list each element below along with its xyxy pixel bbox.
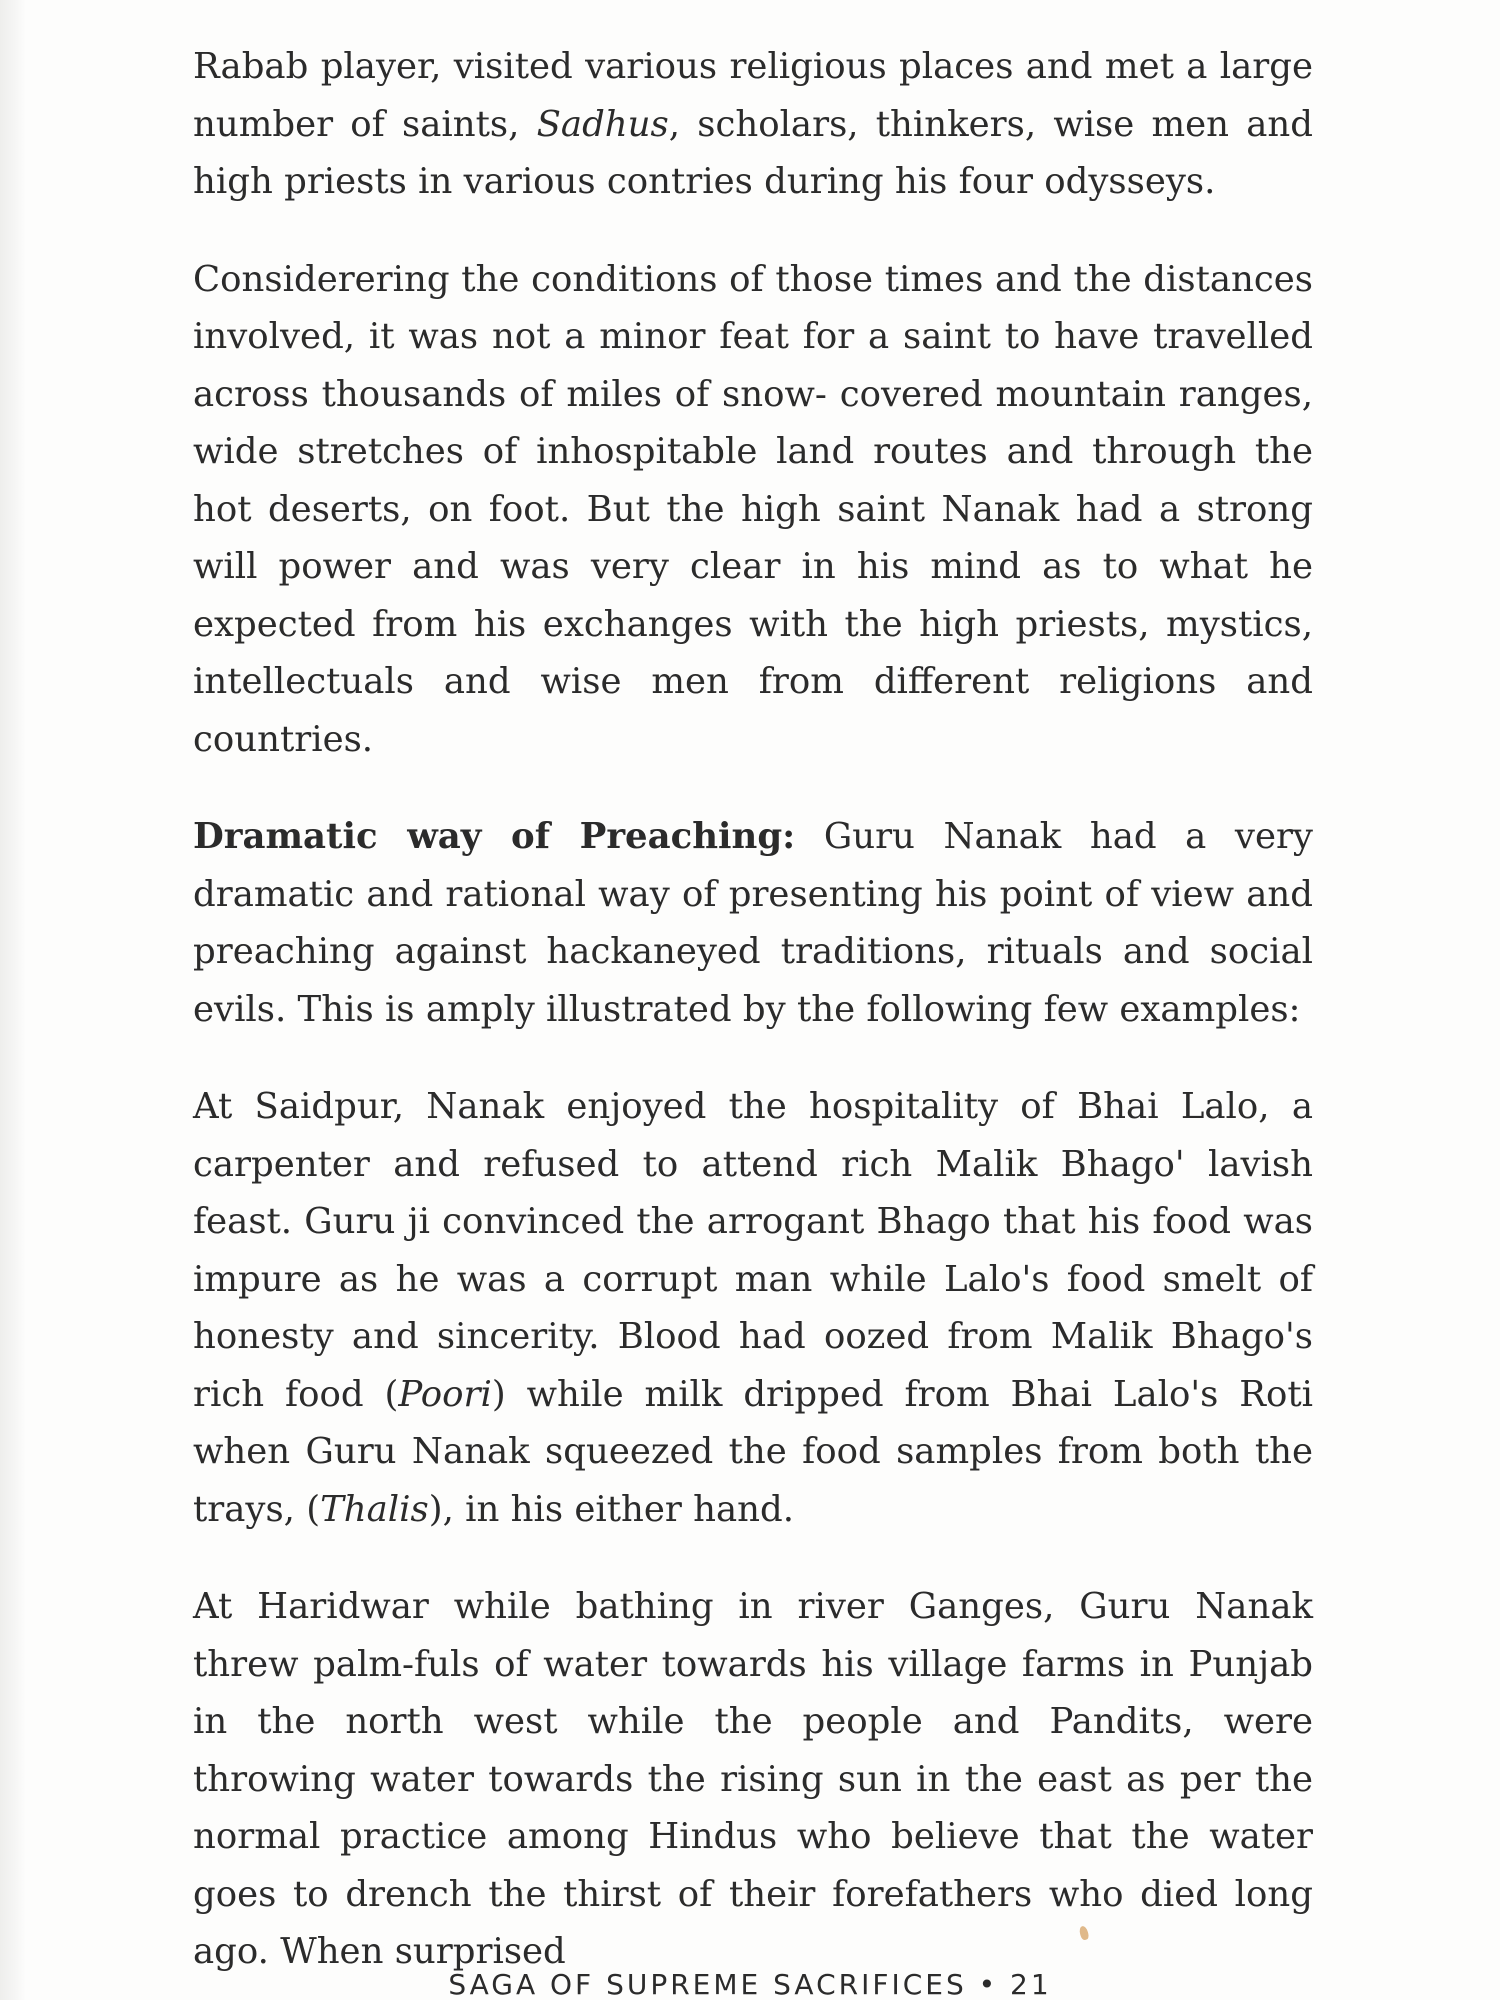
running-title: SAGA OF SUPREME SACRIFICES bbox=[448, 1968, 967, 2000]
footer-separator: • bbox=[978, 1968, 999, 2000]
page-footer bbox=[0, 1968, 1500, 2000]
body-text bbox=[193, 38, 1313, 2000]
paragraph-1: Rabab player, visited various religious places and met a large number of saints, Sadhus, scholars, thinkers, wise men and high priests in various contries during his four odysseys. bbox=[193, 46, 1313, 202]
paragraph-4: At Saidpur, Nanak enjoyed the hospitality of Bhai Lalo, a carpenter and refused to attend rich Malik Bhago' lavish feast. Guru ji convinced the arrogant Bhago that his food was impure as he was a corrupt man while Lalo's food smelt of honesty and sincerity. Blood had oozed from Malik Bhago's rich food (Poori) while milk dripped from Bhai Lalo's Roti when Guru Nanak squeezed the food samples from both the trays, (Thalis), in his either hand. bbox=[193, 1086, 1313, 1530]
paragraph-5: At Haridwar while bathing in river Ganges, Guru Nanak threw palm-fuls of water towards his village farms in Punjab in the north west while the people and Pandits, were throwing water towards the rising sun in the east as per the normal practice among Hindus who believe that the water goes to drench the thirst of their forefathers who died long ago. When surprised bbox=[193, 1586, 1313, 1972]
paragraph-3: Dramatic way of Preaching: Guru Nanak had a very dramatic and rational way of presenting his point of view and preaching against hackaneyed traditions, rituals and social evils. This is amply illustrated by the following few examples: bbox=[193, 816, 1313, 1030]
page-number: 21 bbox=[1010, 1968, 1052, 2000]
page-gutter-shadow bbox=[0, 0, 26, 2000]
paragraph-2: Considerering the conditions of those times and the distances involved, it was not a minor feat for a saint to have travelled across thousands of miles of snow- covered mountain ranges, wide stretches of inhospitable land routes and through the hot deserts, on foot. But the high saint Nanak had a strong will power and was very clear in his mind as to what he expected from his exchanges with the high priests, mystics, intellectuals and wise men from different religions and countries. bbox=[193, 258, 1313, 760]
section-heading: Dramatic way of Preaching: bbox=[193, 816, 796, 857]
